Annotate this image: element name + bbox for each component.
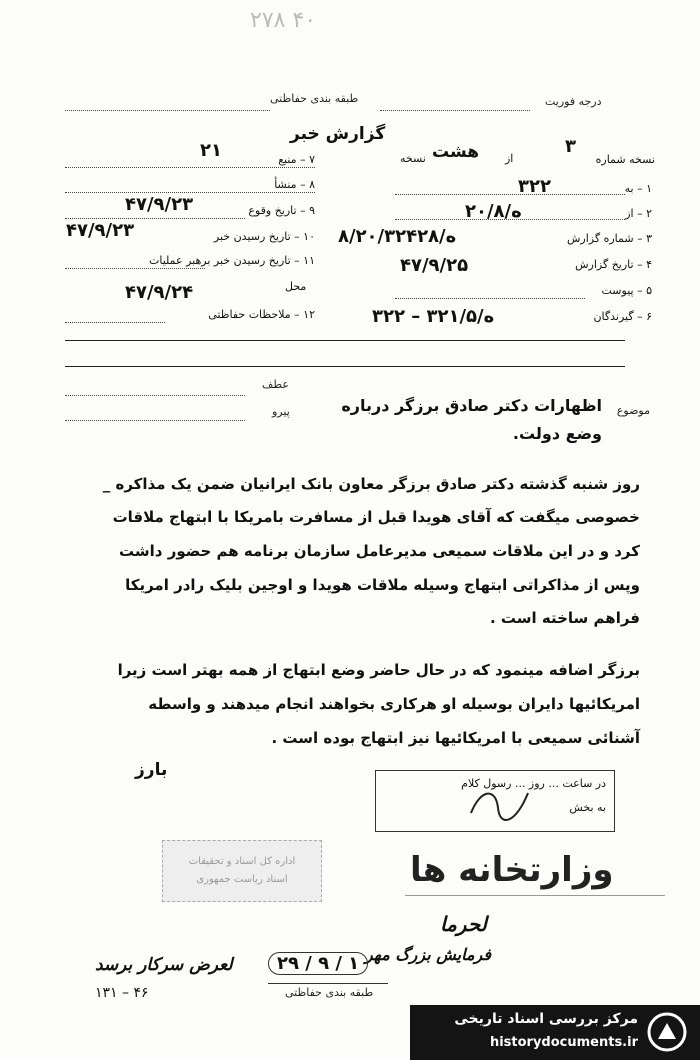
body-line-6: برزگر اضافه مینمود که در حال حاضر وضع ابتهاج از همه بهتر است زیرا: [117, 661, 640, 679]
report-no-label: ۳ – شماره گزارش: [566, 232, 652, 245]
classification-label: طبقه بندی حفاظتی: [270, 92, 359, 105]
divider-second: [65, 366, 625, 367]
origin-line: [65, 192, 315, 193]
copy-of-label: از: [505, 152, 514, 165]
receipt-stamp: [375, 770, 615, 832]
from-label: ۲ – از: [625, 207, 652, 220]
to-value: ۳۲۲: [518, 176, 551, 197]
handwritten-date: ۲۹ / ۹ / ۱: [268, 952, 368, 975]
watermark-url: historydocuments.ir: [489, 1035, 638, 1050]
recipients-label: ۶ – گیرندگان: [593, 310, 652, 323]
urgency-line: [380, 110, 530, 111]
body-line-2: خصوصی میگفت که آقای هویدا قبل از مسافرت بامریکا با ابتهاج ملاقات: [112, 508, 640, 526]
ministry-stamp-underline: [405, 895, 665, 896]
copies-total: هشت: [432, 142, 480, 162]
attachment-line: [395, 298, 585, 299]
ops-received-label: ۱۱ – تاریخ رسیدن خبر برهبر عملیات: [149, 254, 315, 267]
classification-line: [65, 110, 270, 111]
receipt-stamp-line-1: در ساعت ... روز ... رسول کلام: [461, 777, 606, 790]
page-reference: ۱۳۱ – ۴۶: [95, 985, 149, 1001]
body-line-5: فراهم ساخته است .: [489, 609, 640, 627]
archive-stamp-line-1: اداره کل اسناد و تحقیقات: [188, 856, 296, 867]
footer-classification-line: [268, 983, 388, 984]
body-line-3: کرد و در این ملاقات سمیعی مدیرعامل سازمان برنامه هم حضور داشت: [119, 542, 640, 560]
handwritten-note-2: فرمایش بزرگ مهر: [365, 945, 492, 964]
report-title: گزارش خبر: [290, 124, 386, 144]
watermark-title: مرکز بررسی اسناد تاریخی: [454, 1011, 638, 1027]
news-received-label: ۱۰ – تاریخ رسیدن خبر: [213, 230, 315, 243]
remarks-line: [65, 322, 165, 323]
to-label: ۱ – به: [624, 182, 652, 195]
archive-stamp-line-2: اسناد ریاست جمهوری: [196, 874, 288, 885]
event-date-line: [65, 218, 245, 219]
signature: بارز: [135, 760, 168, 780]
archive-stamp: [162, 840, 322, 902]
reference-line: [65, 395, 245, 396]
event-date-value: ۴۷/۹/۲۳: [125, 194, 194, 215]
event-date-label: ۹ – تاریخ وقوع: [248, 204, 315, 217]
subject-label: موضوع: [616, 404, 650, 417]
place-value: ۴۷/۹/۲۴: [125, 282, 194, 303]
ops-received-line: [65, 268, 205, 269]
archive-watermark: [410, 1005, 700, 1060]
body-line-4: وپس از مذاکراتی ابتهاج وسیله ملاقات هویدا و اوجین بلیک رادر امریکا: [125, 576, 640, 594]
handwritten-mark-icon: [466, 783, 536, 829]
faded-header-number: ۲۷۸ ۴۰: [250, 8, 317, 33]
to-line: [395, 194, 625, 195]
archive-logo-icon: [646, 1011, 688, 1053]
origin-label: ۸ – منشأ: [274, 178, 315, 191]
from-line: [395, 219, 625, 220]
handwritten-note-1: لحرما: [440, 912, 487, 936]
report-date-label: ۴ – تاریخ گزارش: [575, 258, 652, 271]
copy-label: نسخه شماره: [595, 153, 655, 166]
source-line: [65, 167, 315, 168]
ministry-stamp: وزارتخانه ها: [410, 850, 614, 890]
place-label: محل: [285, 280, 307, 293]
urgency-label: درجه فوریت: [545, 95, 602, 108]
subject-line-1: اظهارات دکتر صادق برزگر درباره: [341, 396, 602, 415]
source-label: ۷ – منبع: [278, 153, 315, 166]
footer-classification: طبقه بندی حفاظتی: [285, 986, 374, 999]
body-line-1: روز شنبه گذشته دکتر صادق برزگر معاون بانک ایرانیان ضمن یک مذاکره _: [102, 475, 640, 493]
remarks-label: ۱۲ – ملاحظات حفاظتی: [208, 308, 315, 321]
handwritten-note-3: لعرض سرکار برسد: [95, 955, 233, 975]
divider-top: [65, 340, 625, 341]
report-no-value: ۸/ه/۲۰/۳۲۴۲۸: [338, 226, 457, 247]
news-received-value: ۴۷/۹/۲۳: [66, 220, 135, 241]
attachment-label: ۵ – پیوست: [601, 284, 652, 297]
body-line-7: امریکائیها دایران بوسیله او هرکاری بخواهند انجام میدهند و واسطه: [148, 695, 640, 713]
report-date-value: ۴۷/۹/۲۵: [400, 255, 469, 276]
recipients-value: ۳۲۲ – ۳۲۱/ه/۵: [372, 306, 495, 327]
follow-up-note: پیرو: [272, 405, 290, 418]
receipt-stamp-line-2: به بخش: [569, 801, 606, 814]
copy-value: ۳: [565, 136, 576, 157]
subject-line-2: وضع دولت.: [512, 424, 602, 443]
body-line-8: آشنائی سمیعی با امریکائیها نیز ابتهاج بوده است .: [271, 729, 640, 747]
source-value: ۲۱: [200, 140, 222, 161]
from-value: ۲۰/ه/۸: [465, 201, 522, 222]
follow-up-line: [65, 420, 245, 421]
reference-note: عطف: [262, 378, 289, 391]
copies-word: نسخه: [400, 152, 426, 165]
